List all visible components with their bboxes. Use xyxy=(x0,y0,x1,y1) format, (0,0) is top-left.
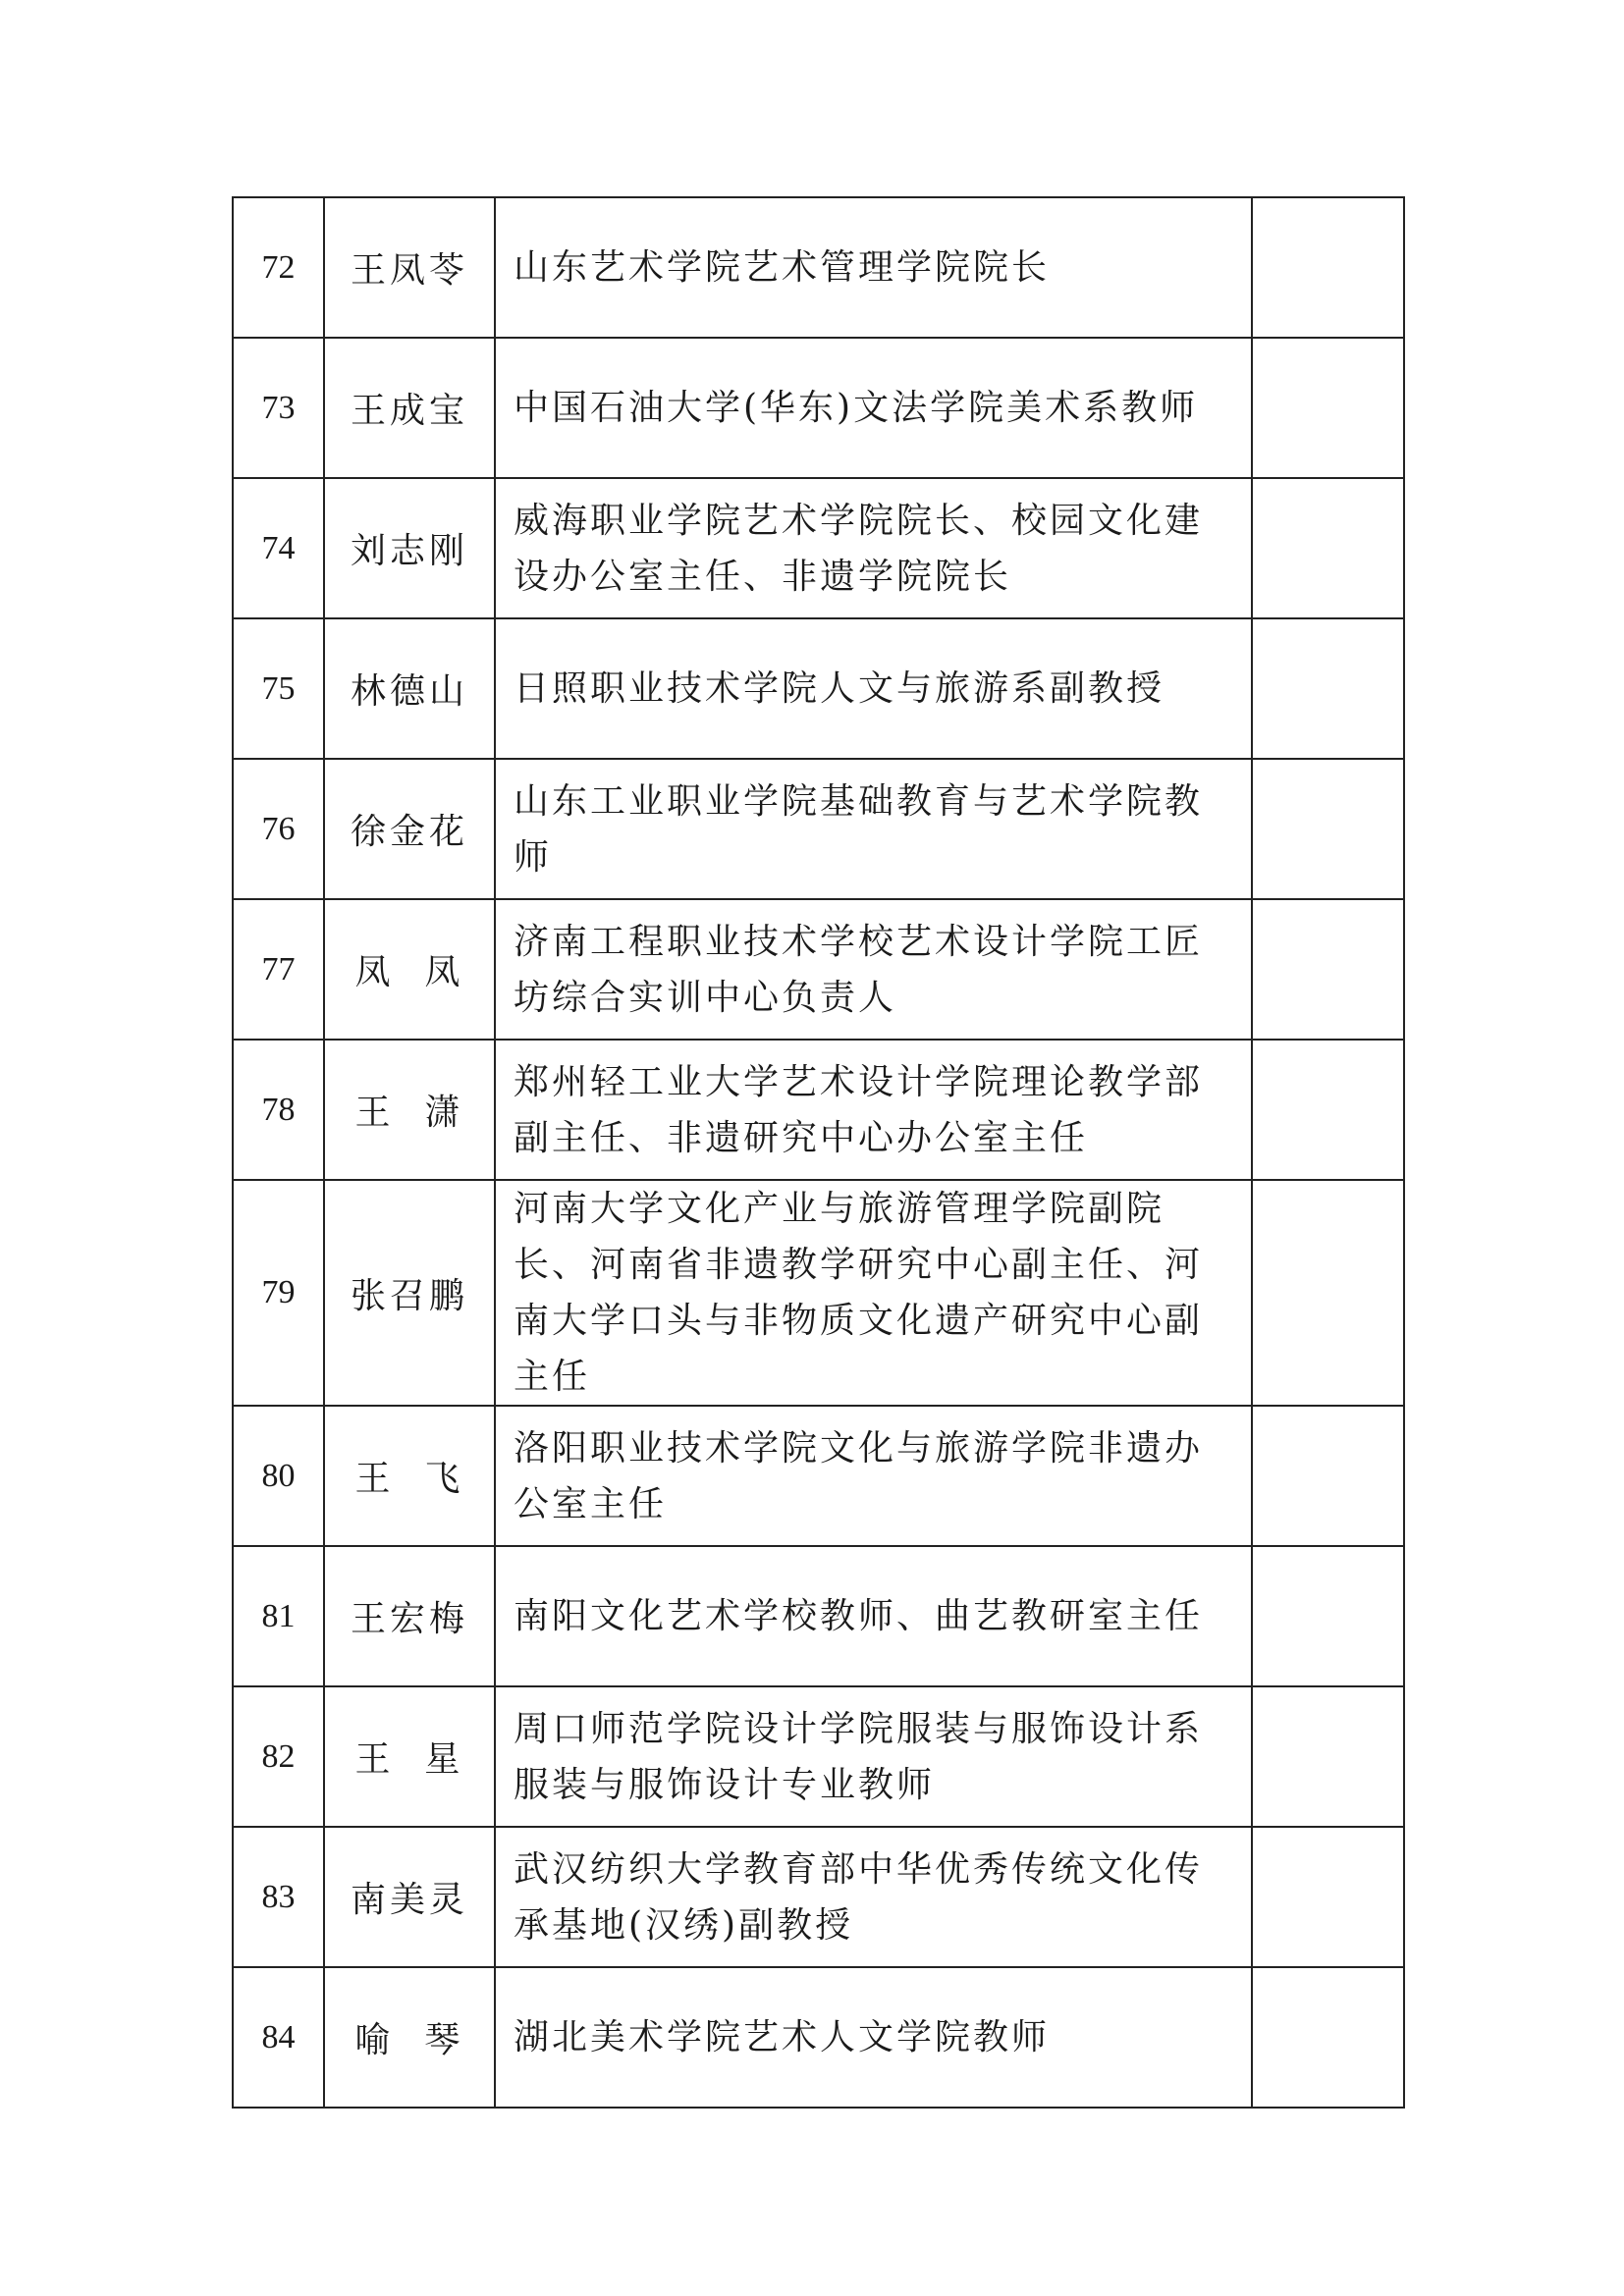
remarks-cell xyxy=(1252,1546,1404,1686)
person-name: 王 星 xyxy=(324,1686,495,1827)
person-name: 凤 凤 xyxy=(324,899,495,1040)
row-number: 79 xyxy=(233,1180,324,1406)
person-name: 王凤苓 xyxy=(324,197,495,338)
remarks-cell xyxy=(1252,1686,1404,1827)
remarks-cell xyxy=(1252,338,1404,478)
person-name: 王宏梅 xyxy=(324,1546,495,1686)
row-number: 72 xyxy=(233,197,324,338)
position-cell: 中国石油大学(华东)文法学院美术系教师 xyxy=(495,338,1252,478)
table-row xyxy=(233,1967,1404,2108)
table-row xyxy=(233,899,1404,1040)
person-name: 王成宝 xyxy=(324,338,495,478)
position-cell: 郑州轻工业大学艺术设计学院理论教学部副主任、非遗研究中心办公室主任 xyxy=(495,1040,1252,1180)
table-row xyxy=(233,618,1404,759)
table-row xyxy=(233,1827,1404,1967)
person-name: 张召鹏 xyxy=(324,1180,495,1406)
table-row xyxy=(233,1686,1404,1827)
row-number: 81 xyxy=(233,1546,324,1686)
position-cell: 武汉纺织大学教育部中华优秀传统文化传承基地(汉绣)副教授 xyxy=(495,1827,1252,1967)
position-cell: 湖北美术学院艺术人文学院教师 xyxy=(495,1967,1252,2108)
position-cell: 河南大学文化产业与旅游管理学院副院长、河南省非遗教学研究中心副主任、河南大学口头与非物质文化遗产研究中心副主任 xyxy=(495,1180,1252,1406)
roster-table xyxy=(232,196,1405,2109)
remarks-cell xyxy=(1252,618,1404,759)
row-number: 75 xyxy=(233,618,324,759)
remarks-cell xyxy=(1252,1827,1404,1967)
position-cell: 洛阳职业技术学院文化与旅游学院非遗办公室主任 xyxy=(495,1406,1252,1546)
row-number: 78 xyxy=(233,1040,324,1180)
position-cell: 周口师范学院设计学院服装与服饰设计系服装与服饰设计专业教师 xyxy=(495,1686,1252,1827)
row-number: 83 xyxy=(233,1827,324,1967)
position-cell: 济南工程职业技术学校艺术设计学院工匠坊综合实训中心负责人 xyxy=(495,899,1252,1040)
table-row xyxy=(233,759,1404,899)
table-row xyxy=(233,478,1404,618)
row-number: 77 xyxy=(233,899,324,1040)
table-row xyxy=(233,1180,1404,1406)
table-row xyxy=(233,197,1404,338)
remarks-cell xyxy=(1252,899,1404,1040)
person-name: 王 飞 xyxy=(324,1406,495,1546)
position-cell: 威海职业学院艺术学院院长、校园文化建设办公室主任、非遗学院院长 xyxy=(495,478,1252,618)
row-number: 80 xyxy=(233,1406,324,1546)
row-number: 73 xyxy=(233,338,324,478)
position-cell: 南阳文化艺术学校教师、曲艺教研室主任 xyxy=(495,1546,1252,1686)
person-name: 喻 琴 xyxy=(324,1967,495,2108)
table-row xyxy=(233,338,1404,478)
row-number: 74 xyxy=(233,478,324,618)
person-name: 南美灵 xyxy=(324,1827,495,1967)
person-name: 林德山 xyxy=(324,618,495,759)
remarks-cell xyxy=(1252,478,1404,618)
person-name: 徐金花 xyxy=(324,759,495,899)
row-number: 82 xyxy=(233,1686,324,1827)
remarks-cell xyxy=(1252,1406,1404,1546)
person-name: 刘志刚 xyxy=(324,478,495,618)
remarks-cell xyxy=(1252,197,1404,338)
remarks-cell xyxy=(1252,759,1404,899)
table-row xyxy=(233,1406,1404,1546)
position-cell: 山东艺术学院艺术管理学院院长 xyxy=(495,197,1252,338)
row-number: 84 xyxy=(233,1967,324,2108)
remarks-cell xyxy=(1252,1040,1404,1180)
remarks-cell xyxy=(1252,1967,1404,2108)
table-row xyxy=(233,1040,1404,1180)
row-number: 76 xyxy=(233,759,324,899)
person-name: 王 潇 xyxy=(324,1040,495,1180)
position-cell: 日照职业技术学院人文与旅游系副教授 xyxy=(495,618,1252,759)
position-cell: 山东工业职业学院基础教育与艺术学院教师 xyxy=(495,759,1252,899)
remarks-cell xyxy=(1252,1180,1404,1406)
table-row xyxy=(233,1546,1404,1686)
